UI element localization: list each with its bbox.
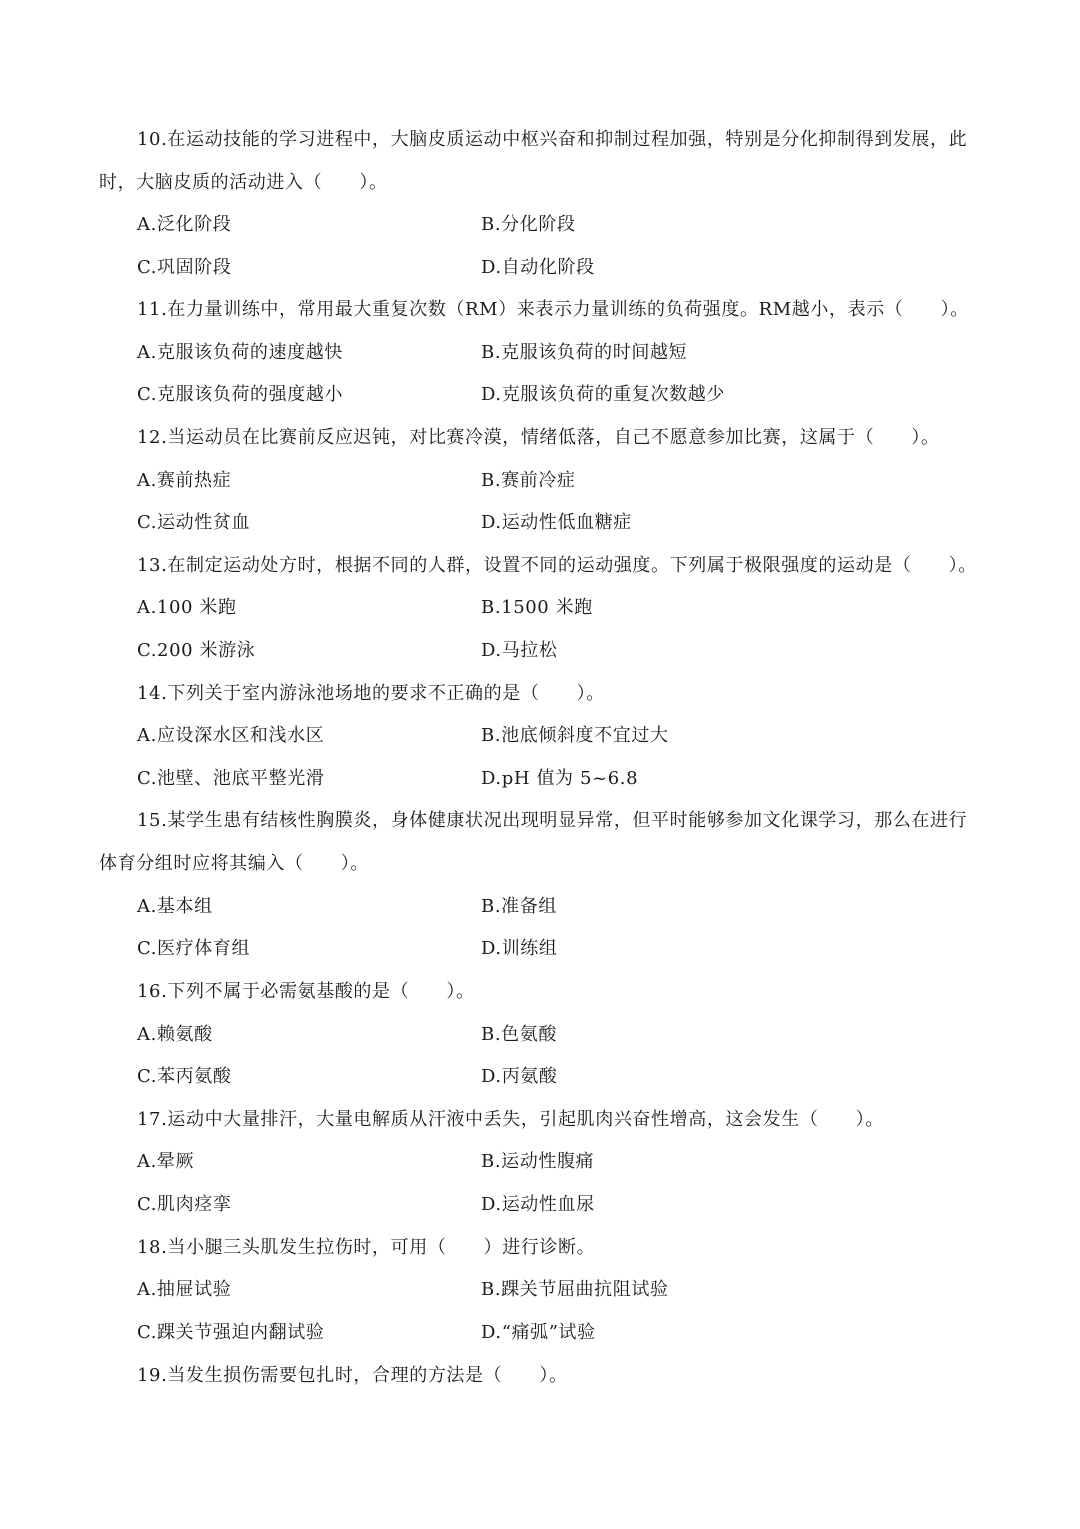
question-10-stem-line-2: 时，大脑皮质的活动进入（ ）。 (99, 172, 388, 193)
question-15-option-d: D.训练组 (481, 938, 558, 959)
question-12-option-b: B.赛前冷症 (481, 470, 576, 491)
question-14-stem: 14.下列关于室内游泳池场地的要求不正确的是（ ）。 (137, 683, 605, 704)
question-16-stem: 16.下列不属于必需氨基酸的是（ ）。 (137, 981, 475, 1002)
question-15-stem-line-1: 15.某学生患有结核性胸膜炎，身体健康状况出现明显异常，但平时能够参加文化课学习，那么在进行 (137, 810, 968, 831)
question-10-option-d: D.自动化阶段 (481, 257, 595, 278)
question-13-option-c: C.200 米游泳 (137, 640, 256, 661)
question-17-option-c: C.肌肉痉挛 (137, 1194, 232, 1215)
question-18-option-b: B.踝关节屈曲抗阻试验 (481, 1279, 669, 1300)
question-13-option-a: A.100 米跑 (137, 597, 237, 618)
question-19-stem: 19.当发生损伤需要包扎时，合理的方法是（ ）。 (137, 1365, 568, 1386)
question-12-option-c: C.运动性贫血 (137, 512, 251, 533)
question-11-option-c: C.克服该负荷的强度越小 (137, 384, 344, 405)
question-11-option-a: A.克服该负荷的速度越快 (137, 342, 343, 363)
question-17-option-a: A.晕厥 (137, 1151, 195, 1172)
question-11-option-d: D.克服该负荷的重复次数越少 (481, 384, 725, 405)
question-18-option-d: D.“痛弧”试验 (481, 1322, 596, 1343)
question-15-option-b: B.准备组 (481, 896, 557, 917)
question-10-option-a: A.泛化阶段 (137, 214, 232, 235)
question-17-stem: 17.运动中大量排汗，大量电解质从汗液中丢失，引起肌肉兴奋性增高，这会发生（ ）。 (137, 1109, 884, 1130)
question-14-option-a: A.应设深水区和浅水区 (137, 725, 325, 746)
question-18-stem: 18.当小腿三头肌发生拉伤时，可用（ ）进行诊断。 (137, 1237, 596, 1258)
question-14-option-b: B.池底倾斜度不宜过大 (481, 725, 669, 746)
question-11-stem: 11.在力量训练中，常用最大重复次数（RM）来表示力量训练的负荷强度。RM越小，表示（ ）。 (137, 299, 969, 320)
question-12-option-a: A.赛前热症 (137, 470, 232, 491)
question-12-option-d: D.运动性低血糖症 (481, 512, 632, 533)
question-10-option-b: B.分化阶段 (481, 214, 576, 235)
question-10-option-c: C.巩固阶段 (137, 257, 232, 278)
question-18-option-a: A.抽屉试验 (137, 1279, 232, 1300)
question-14-option-d: D.pH 值为 5~6.8 (481, 768, 639, 789)
question-16-option-a: A.赖氨酸 (137, 1024, 213, 1045)
question-14-option-c: C.池壁、池底平整光滑 (137, 768, 325, 789)
question-18-option-c: C.踝关节强迫内翻试验 (137, 1322, 325, 1343)
question-13-option-d: D.马拉松 (481, 640, 558, 661)
question-16-option-c: C.苯丙氨酸 (137, 1066, 232, 1087)
question-15-stem-line-2: 体育分组时应将其编入（ ）。 (99, 853, 369, 874)
question-10-stem-line-1: 10.在运动技能的学习进程中，大脑皮质运动中枢兴奋和抑制过程加强，特别是分化抑制得到发展，此 (137, 129, 968, 150)
question-16-option-b: B.色氨酸 (481, 1024, 557, 1045)
question-15-option-a: A.基本组 (137, 896, 213, 917)
question-16-option-d: D.丙氨酸 (481, 1066, 558, 1087)
question-11-option-b: B.克服该负荷的时间越短 (481, 342, 688, 363)
question-17-option-b: B.运动性腹痛 (481, 1151, 595, 1172)
question-13-option-b: B.1500 米跑 (481, 597, 593, 618)
question-13-stem: 13.在制定运动处方时，根据不同的人群，设置不同的运动强度。下列属于极限强度的运动是（ ）。 (137, 555, 977, 576)
question-17-option-d: D.运动性血尿 (481, 1194, 595, 1215)
question-15-option-c: C.医疗体育组 (137, 938, 251, 959)
question-12-stem: 12.当运动员在比赛前反应迟钝，对比赛冷漠，情绪低落，自己不愿意参加比赛，这属于（ ）。 (137, 427, 940, 448)
